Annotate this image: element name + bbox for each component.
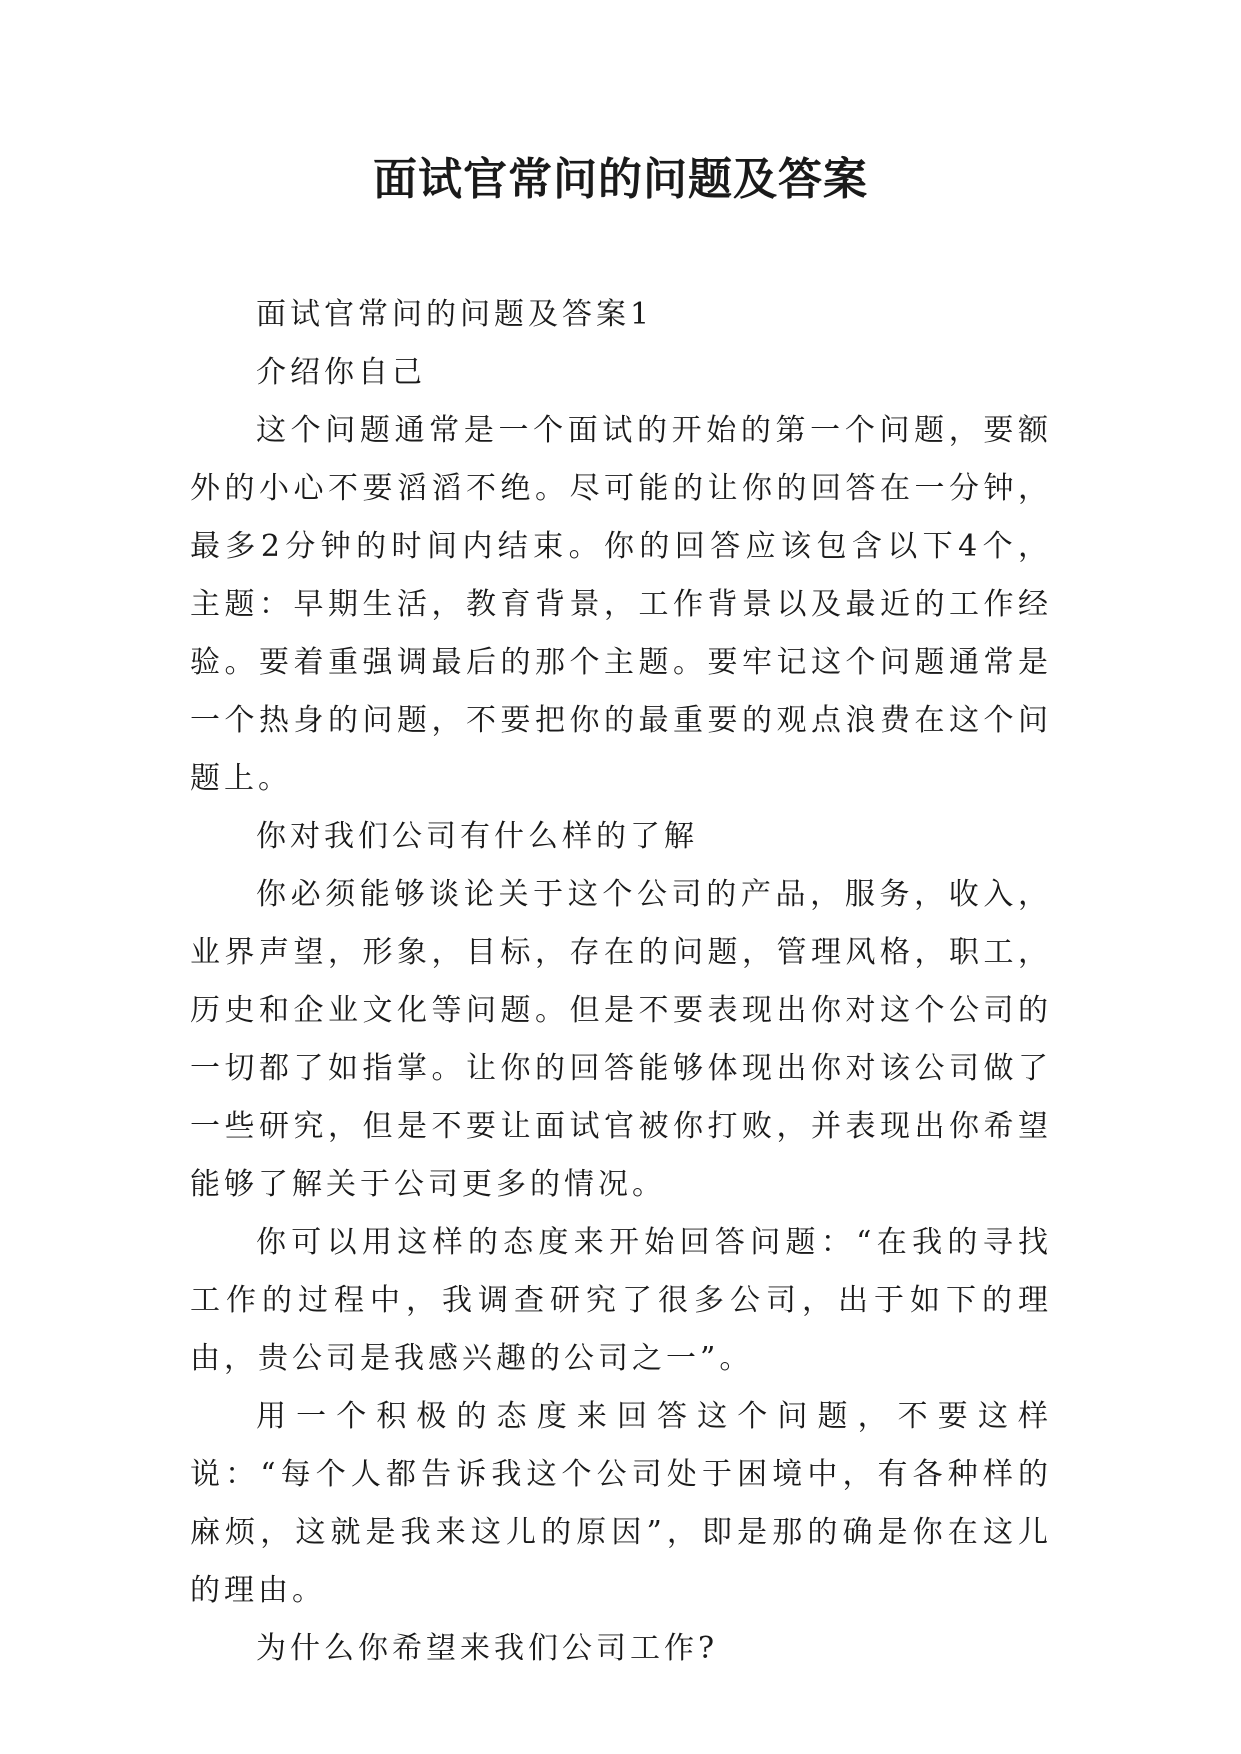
document-title: 面试官常问的问题及答案 (373, 154, 868, 205)
question-heading: 介绍你自己 (256, 355, 426, 390)
question-heading: 为什么你希望来我们公司工作? (256, 1631, 719, 1666)
paragraph: 用一个积极的态度来回答这个问题，不要这样说：“每个人都告诉我这个公司处于困境中，有各种样的麻烦，这就是我来这儿的原因”，即是那的确是你在这儿的理由。 (190, 1399, 1052, 1608)
question-heading: 你对我们公司有什么样的了解 (256, 819, 698, 854)
section-heading: 面试官常问的问题及答案1 (256, 297, 654, 332)
paragraph: 你可以用这样的态度来开始回答问题：“在我的寻找工作的过程中，我调查研究了很多公司，出于如下的理由，贵公司是我感兴趣的公司之一”。 (190, 1225, 1052, 1376)
paragraph: 你必须能够谈论关于这个公司的产品，服务，收入，业界声望，形象，目标，存在的问题，管理风格，职工，历史和企业文化等问题。但是不要表现出你对这个公司的一切都了如指掌。让你的回答能够体现出你对该公司做了一些研究，但是不要让面试官被你打败，并表现出你希望能够了解关于公司更多的情况。 (190, 877, 1052, 1202)
document-body (190, 286, 1052, 1678)
paragraph: 这个问题通常是一个面试的开始的第一个问题，要额外的小心不要滔滔不绝。尽可能的让你的回答在一分钟，最多2分钟的时间内结束。你的回答应该包含以下4个，主题：早期生活，教育背景，工作背景以及最近的工作经验。要着重强调最后的那个主题。要牢记这个问题通常是一个热身的问题，不要把你的最重要的观点浪费在这个问题上。 (190, 413, 1052, 796)
